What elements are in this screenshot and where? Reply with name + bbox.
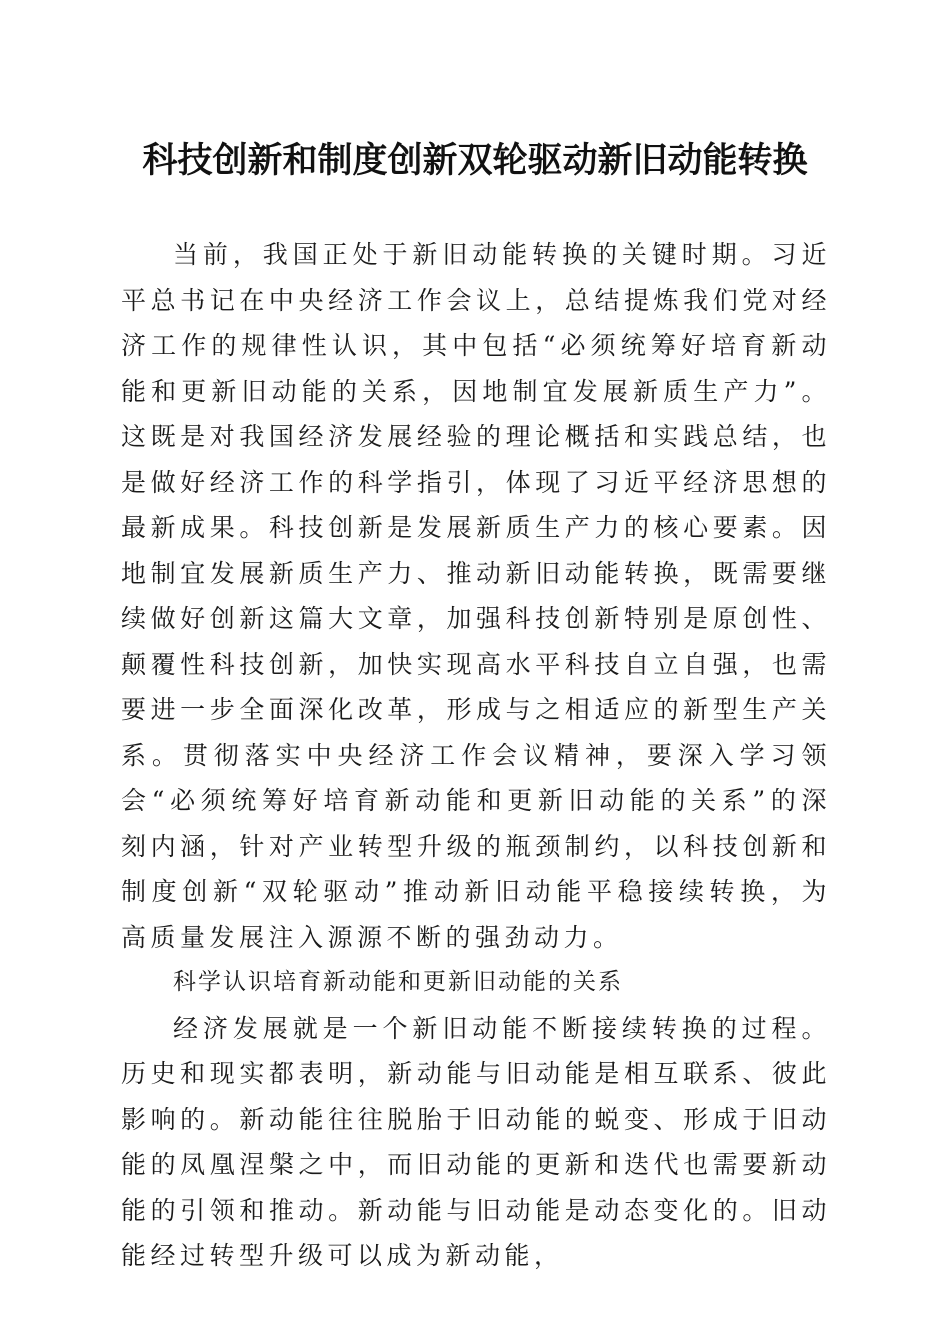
body-paragraph: 经济发展就是一个新旧动能不断接续转换的过程。历史和现实都表明，新动能与旧动能是相互联系、彼此影响的。新动能往往脱胎于旧动能的蜕变、形成于旧动能的凤凰涅槃之中，而旧动能的更新和迭代也需要新动能的引领和推动。新动能与旧动能是动态变化的。旧动能经过转型升级可以成为新动能， (121, 1013, 831, 1270)
document-body (121, 232, 831, 1279)
section-heading: 科学认识培育新动能和更新旧动能的关系 (173, 969, 623, 995)
document-title: 科技创新和制度创新双轮驱动新旧动能转换 (142, 140, 808, 181)
body-paragraph: 当前，我国正处于新旧动能转换的关键时期。习近平总书记在中央经济工作会议上，总结提炼我们党对经济工作的规律性认识，其中包括“必须统筹好培育新动能和更新旧动能的关系，因地制宜发展新质生产力”。这既是对我国经济发展经验的理论概括和实践总结，也是做好经济工作的科学指引，体现了习近平经济思想的最新成果。科技创新是发展新质生产力的核心要素。因地制宜发展新质生产力、推动新旧动能转换，既需要继续做好创新这篇大文章，加强科技创新特别是原创性、颠覆性科技创新，加快实现高水平科技自立自强，也需要进一步全面深化改革，形成与之相适应的新型生产关系。贯彻落实中央经济工作会议精神，要深入学习领会“必须统筹好培育新动能和更新旧动能的关系”的深刻内涵，针对产业转型升级的瓶颈制约，以科技创新和制度创新“双轮驱动”推动新旧动能平稳接续转换，为高质量发展注入源源不断的强劲动力。 (121, 240, 831, 952)
